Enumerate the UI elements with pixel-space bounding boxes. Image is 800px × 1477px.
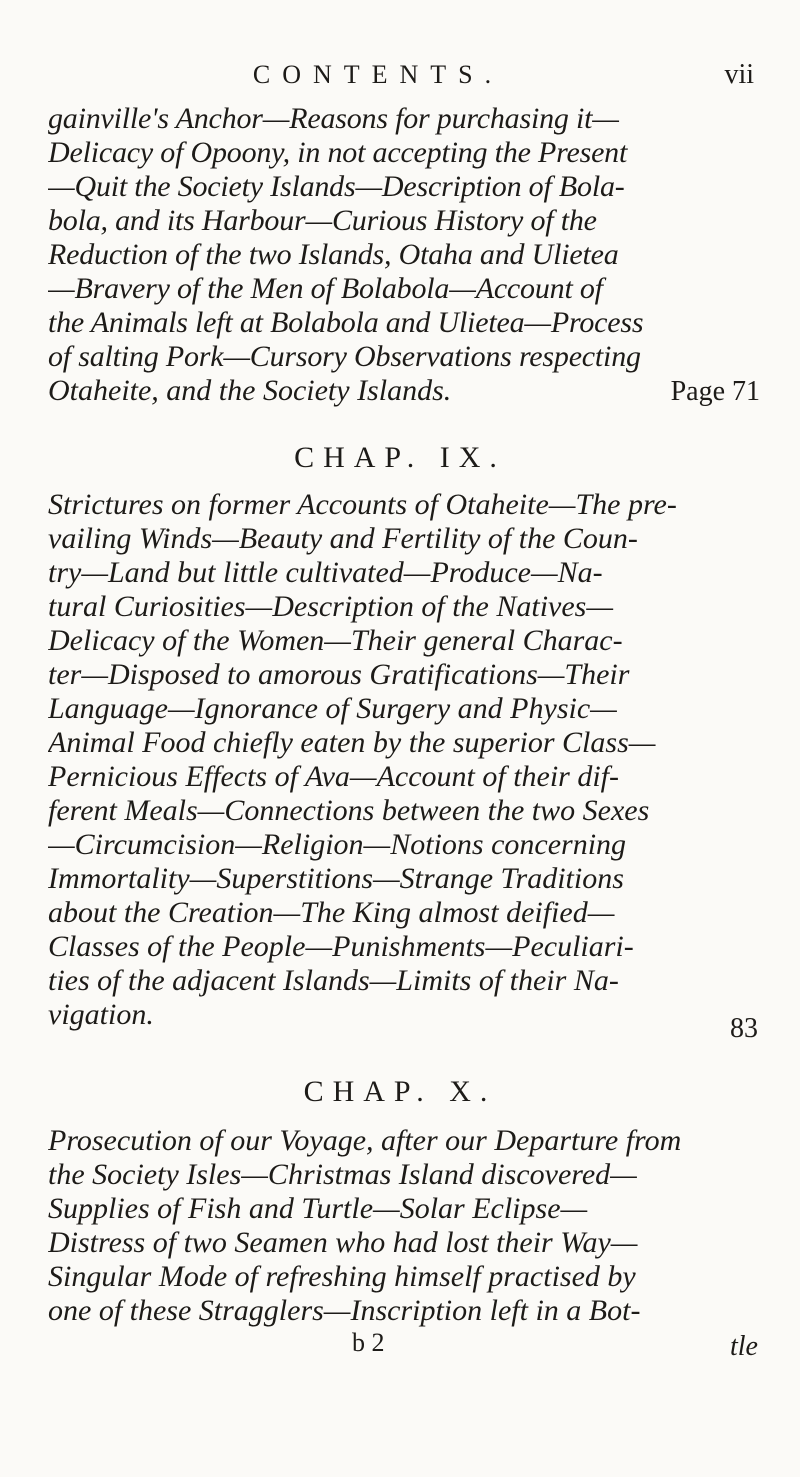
page-folio: vii: [724, 59, 754, 90]
contents-line: tural Curiosities—Description of the Natives—: [48, 590, 614, 623]
contents-line: Language—Ignorance of Surgery and Physic—: [48, 692, 617, 725]
contents-line: Delicacy of the Women—Their general Charac-: [48, 624, 623, 657]
contents-line: ties of the adjacent Islands—Limits of their Na-: [48, 964, 619, 997]
contents-line: Classes of the People—Punishments—Peculiari-: [48, 930, 634, 963]
contents-line: Pernicious Effects of Ava—Account of their dif-: [48, 760, 620, 793]
contents-line: Otaheite, and the Society Islands.: [48, 374, 452, 407]
contents-line: of salting Pork—Cursory Observations respecting: [48, 340, 641, 373]
contents-line: try—Land but little cultivated—Produce—Na-: [48, 556, 603, 589]
contents-line: Singular Mode of refreshing himself practised by: [48, 1260, 636, 1293]
contents-line: the Society Isles—Christmas Island discovered—: [48, 1158, 637, 1191]
contents-line: vigation.: [48, 998, 154, 1031]
contents-line: —Quit the Society Islands—Description of Bola-: [48, 170, 625, 203]
contents-line: about the Creation—The King almost deified—: [48, 896, 615, 929]
contents-line: Immortality—Superstitions—Strange Traditions: [48, 862, 624, 895]
contents-line: ferent Meals—Connections between the two Sexes: [48, 794, 650, 827]
chapter-viii-continued: [48, 102, 760, 408]
contents-line: Supplies of Fish and Turtle—Solar Eclipse—: [48, 1192, 588, 1225]
chapter-x-summary: [48, 1124, 760, 1328]
chapter-ix-heading: CHAP. IX.: [294, 441, 506, 474]
contents-line: ter—Disposed to amorous Gratifications—Their: [48, 658, 630, 691]
contents-line: Reduction of the two Islands, Otaha and Ulietea: [48, 238, 619, 271]
contents-line: the Animals left at Bolabola and Ulietea—Process: [48, 306, 644, 339]
contents-line: Strictures on former Accounts of Otaheite—The pre-: [48, 488, 677, 521]
running-title: CONTENTS.: [252, 60, 504, 89]
printer-signature: b 2: [352, 1328, 385, 1357]
contents-line-with-page: [48, 374, 760, 408]
contents-line: Delicacy of Opoony, in not accepting the Present: [48, 136, 628, 169]
contents-line: Prosecution of our Voyage, after our Departure from: [48, 1124, 682, 1157]
chapter-x-heading: CHAP. X.: [303, 1075, 497, 1108]
catchword: tle: [730, 1331, 758, 1362]
page-reference: Page 71: [670, 376, 760, 407]
contents-line: one of these Stragglers—Inscription left in a Bot-: [48, 1294, 641, 1327]
contents-line: Distress of two Seamen who had lost their Way—: [48, 1226, 638, 1259]
chapter-ix-summary: [48, 488, 760, 1032]
contents-line: bola, and its Harbour—Curious History of the: [48, 204, 597, 237]
contents-line: —Circumcision—Religion—Notions concerning: [48, 828, 627, 861]
contents-line: gainville's Anchor—Reasons for purchasing it—: [48, 102, 619, 135]
contents-line: —Bravery of the Men of Bolabola—Account of: [48, 272, 603, 305]
running-head: [0, 52, 800, 98]
contents-line: Animal Food chiefly eaten by the superior Class—: [48, 726, 656, 759]
chapter-ix-page-reference: 83: [730, 1013, 758, 1044]
contents-line: vailing Winds—Beauty and Fertility of the Coun-: [48, 522, 638, 555]
